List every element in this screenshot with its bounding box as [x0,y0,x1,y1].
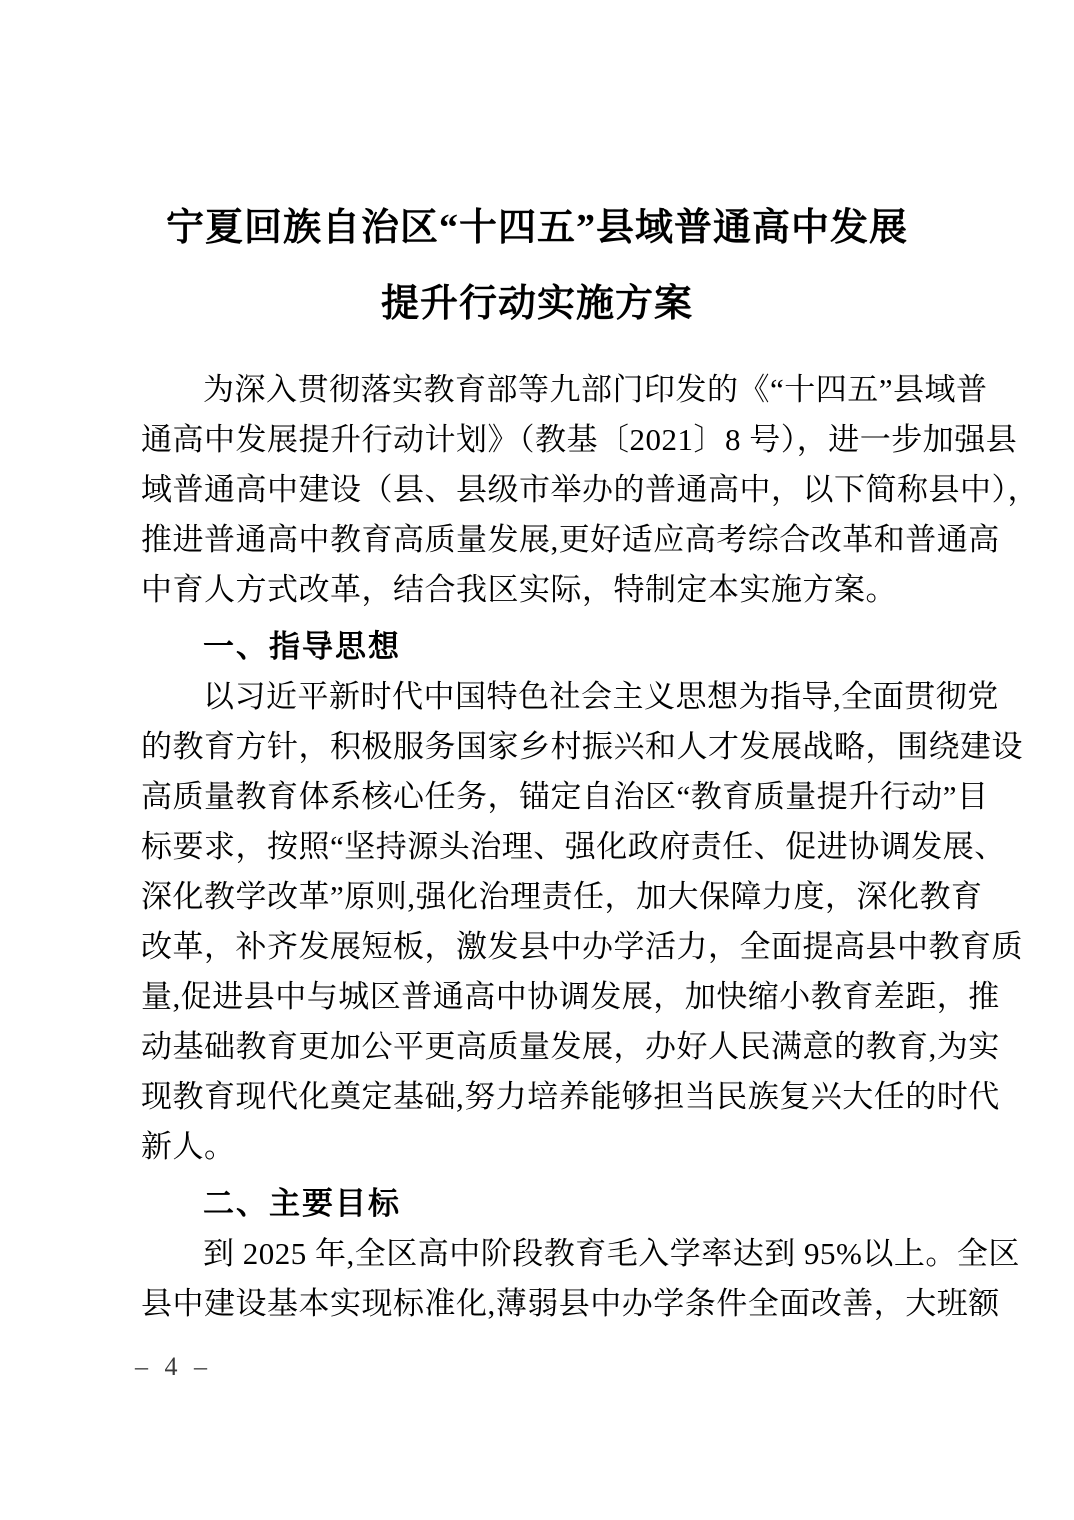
paragraph-3-line-1: 到 2025 年,全区高中阶段教育毛入学率达到 95%以上。全区 [203,1236,1020,1271]
paragraph-2-line-4: 标要求，按照“坚持源头治理、强化政府责任、促进协调发展、 [141,829,1006,864]
paragraph-2-line-3: 高质量教育体系核心任务，锚定自治区“教育质量提升行动”目 [141,779,989,814]
document-body [141,365,1039,1329]
paragraph-2-line-1: 以习近平新时代中国特色社会主义思想为指导,全面贯彻党 [203,679,999,714]
paragraph-1-line-2: 通高中发展提升行动计划》（教基〔2021〕8 号），进一步加强县 [141,422,1018,457]
paragraph-2-line-6: 改革，补齐发展短板，激发县中办学活力，全面提高县中教育质 [141,929,1023,964]
paragraph-2-line-10: 新人。 [141,1129,236,1164]
paragraph-2-line-7: 量,促进县中与城区普通高中协调发展，加快缩小教育差距，推 [141,979,1000,1014]
paragraph-2-line-9: 现教育现代化奠定基础,努力培养能够担当民族复兴大任的时代 [141,1079,1000,1114]
section-heading-1: 一、指导思想 [203,629,401,664]
paragraph-2-line-8: 动基础教育更加公平更高质量发展，办好人民满意的教育,为实 [141,1029,1000,1064]
paragraph-1-line-4: 推进普通高中教育高质量发展,更好适应高考综合改革和普通高 [141,522,1000,557]
paragraph-3-line-2: 县中建设基本实现标准化,薄弱县中办学条件全面改善，大班额 [141,1286,1000,1321]
paragraph-2-line-5: 深化教学改革”原则,强化治理责任，加大保障力度，深化教育 [141,879,983,914]
title-line-2: 提升行动实施方案 [380,283,693,325]
page-number: – 4 – [135,1352,209,1381]
paragraph-1-line-3: 域普通高中建设（县、县级市举办的普通高中，以下简称县中）， [141,472,1039,507]
title-line-1: 宁夏回族自治区“十四五”县域普通高中发展 [165,207,908,249]
section-heading-2: 二、主要目标 [203,1186,401,1221]
paragraph-1-line-1: 为深入贯彻落实教育部等九部门印发的《“十四五”县域普 [203,372,988,407]
paragraph-2-line-2: 的教育方针，积极服务国家乡村振兴和人才发展战略，围绕建设 [141,729,1023,764]
paragraph-1-line-5: 中育人方式改革，结合我区实际，特制定本实施方案。 [141,572,897,607]
document-title [0,190,1074,342]
